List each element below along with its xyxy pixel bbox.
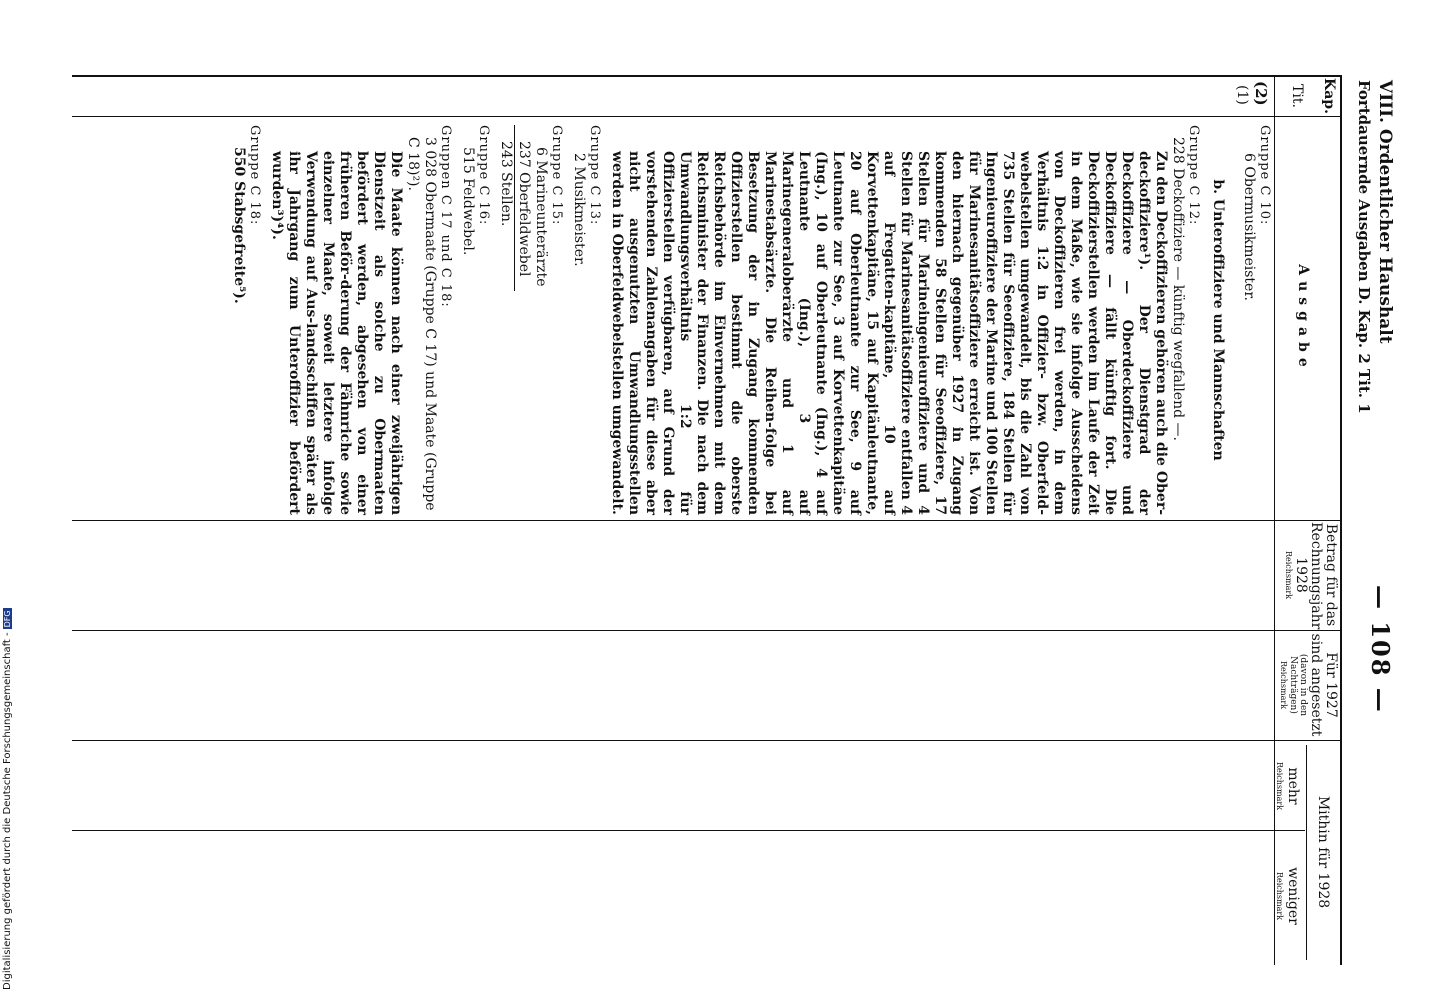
col-mehr-unit: Reichsmark	[1275, 761, 1284, 811]
feldwebel: 515 Feldwebel.	[460, 147, 476, 256]
col-betrag-line2: Rechnungsjahr	[1308, 522, 1324, 630]
mithin-rule	[1306, 745, 1307, 960]
col-betrag-unit: Reichsmark	[1284, 550, 1293, 600]
col-weniger-unit: Reichsmark	[1275, 871, 1284, 921]
kap-col-rule	[72, 116, 1342, 117]
col-tit: Tit.	[1289, 84, 1305, 108]
obermaate: 3 028 Obermaate (Gruppe C 17) und Maate (Gruppe C 18)²).	[405, 137, 438, 511]
gruppen-c17-c18: Gruppen C 17 und C 18:	[438, 125, 453, 308]
col-mehr: mehr	[1285, 767, 1301, 805]
col-fuer1927-line1: Für 1927	[1323, 652, 1339, 718]
gruppe-c18: Gruppe C 18:	[247, 125, 262, 226]
obermusikmeister: 6 Obermusikmeister.	[1241, 153, 1257, 301]
col-mithin: Mithin für 1928	[1315, 795, 1331, 909]
col-fuer1927-line3: (davon in den	[1298, 653, 1308, 717]
maate-note: Die Maate können nach einer zweijährigen Dienstzeit als solche zu Obermaaten befördert werden, abgesehen von einer früheren Beför-derung der Fähnriche sowie einzelner Maate, soweit letztere infolge Verwendung auf Aus-landsschiffen später als ihr Jahrgang zum Unteroffizier befördert wurden³)⁴).	[269, 151, 404, 515]
col-ausgabe: Ausgabe	[1295, 264, 1311, 373]
fuer1927-col-rule	[72, 740, 1342, 741]
gruppe-c13: Gruppe C 13:	[587, 125, 602, 226]
left-rule	[72, 75, 1342, 77]
ausgabe-body	[230, 125, 1272, 515]
dfg-logo: DFG	[3, 610, 12, 628]
c15-sum: 243 Stellen.	[498, 141, 514, 227]
document-page	[40, 25, 1400, 965]
header-title: VIII. Ordentlicher Haushalt	[1375, 80, 1395, 344]
oberfeldwebel: 237 Oberfeldwebel	[514, 125, 532, 291]
col-weniger: weniger	[1285, 867, 1301, 925]
digitization-note	[2, 608, 13, 990]
col-fuer1927	[1279, 632, 1338, 738]
gruppe-c16: Gruppe C 16:	[476, 125, 491, 226]
gruppe-c15: Gruppe C 15:	[549, 125, 564, 226]
gruppe-c10: Gruppe C 10:	[1257, 125, 1272, 226]
titel-number: (1)	[1234, 85, 1250, 105]
col-kap: Kap.	[1321, 78, 1337, 114]
musikmeister: 2 Musikmeister.	[571, 153, 587, 267]
kapitel-number: (2)	[1252, 81, 1270, 106]
mehr-col-rule	[72, 830, 1305, 831]
ausgabe-col-rule	[72, 520, 1342, 521]
digitization-note-text: Digitalisierung gefördert durch die Deutsche Forschungsgemeinschaft -	[2, 632, 13, 990]
marineunteraerzte: 6 Marineunterärzte	[533, 147, 549, 287]
col-fuer1927-unit: Reichsmark	[1279, 660, 1288, 710]
gruppe-c12: Gruppe C 12:	[1186, 125, 1201, 226]
col-betrag	[1284, 522, 1338, 628]
col-fuer1927-line4: Nachträgen)	[1288, 656, 1298, 714]
page-number: — 108 —	[1366, 585, 1395, 714]
stabsgefreite: 550 Stabsgefreite⁵).	[231, 147, 247, 304]
deckoffiziere: 228 Deckoffiziere — künftig wegfallend —.	[1170, 137, 1186, 441]
deckoffiziere-note: Zu den Deckoffizieren gehören auch die Ober-deckoffiziere¹). Der Dienstgrad der Deckoffiziere — Oberdeckoffiziere und Deckoffiziere — fällt künftig fort. Die Deckoffizierstellen werden im Laufe der Zeit in dem Maße, wie sie infolge Ausscheidens von Deckoffizieren frei werden, in dem Verhältnis 1:2 in Offizier- bzw. Oberfeld-webelstellen umgewandelt, bis die Zahl von 735 Stellen für Seeoffiziere, 184 Stellen für Ingenieuroffiziere der Marine und 100 Stellen für Marinesanitätsoffiziere erreicht ist. Von den hiernach gegenüber 1927 in Zugang kommenden 58 Stellen für Seeoffiziere, 17 Stellen für Marineingenieuroffiziere und 4 Stellen für Marinesanitätsoffiziere entfallen 4 auf Fregatten-kapitäne, 10 auf Korvettenkapitäne, 15 auf Kapitänleutnante, 20 auf Oberleutnante zur See, 9 auf Leutnante zur See, 3 auf Korvettenkapitäne (Ing.), 10 auf Oberleutnante (Ing.), 4 auf Leutnante (Ing.), 3 auf Marinegeneraloberärzte und 1 auf Marinestabsärzte. Die Reihen-folge bei Besetzung der in Zugang kommenden Offizierstellen bestimmt die oberste Reichsbehörde im Einvernehmen mit dem Reichsminister der Finanzen. Die nach dem Umwandlungsverhältnis 1:2 für Offizierstellen verfügbaren, auf Grund der vorstehenden Zahlenangaben für diese aber nicht ausgenutzten Umwandlungsstellen werden in Oberfeldwebelstellen umgewandelt.	[609, 151, 1169, 515]
section-b-heading: b. Unteroffiziere und Mannschaften	[1210, 179, 1226, 461]
betrag-col-rule	[72, 630, 1342, 631]
col-fuer1927-line2: sind angesetzt	[1308, 633, 1324, 737]
col-betrag-line3: 1928	[1293, 557, 1309, 593]
header-subtitle: Fortdauernde Ausgaben D. Kap. 2 Tit. 1	[1355, 80, 1373, 414]
col-betrag-line1: Betrag für das	[1323, 523, 1339, 627]
